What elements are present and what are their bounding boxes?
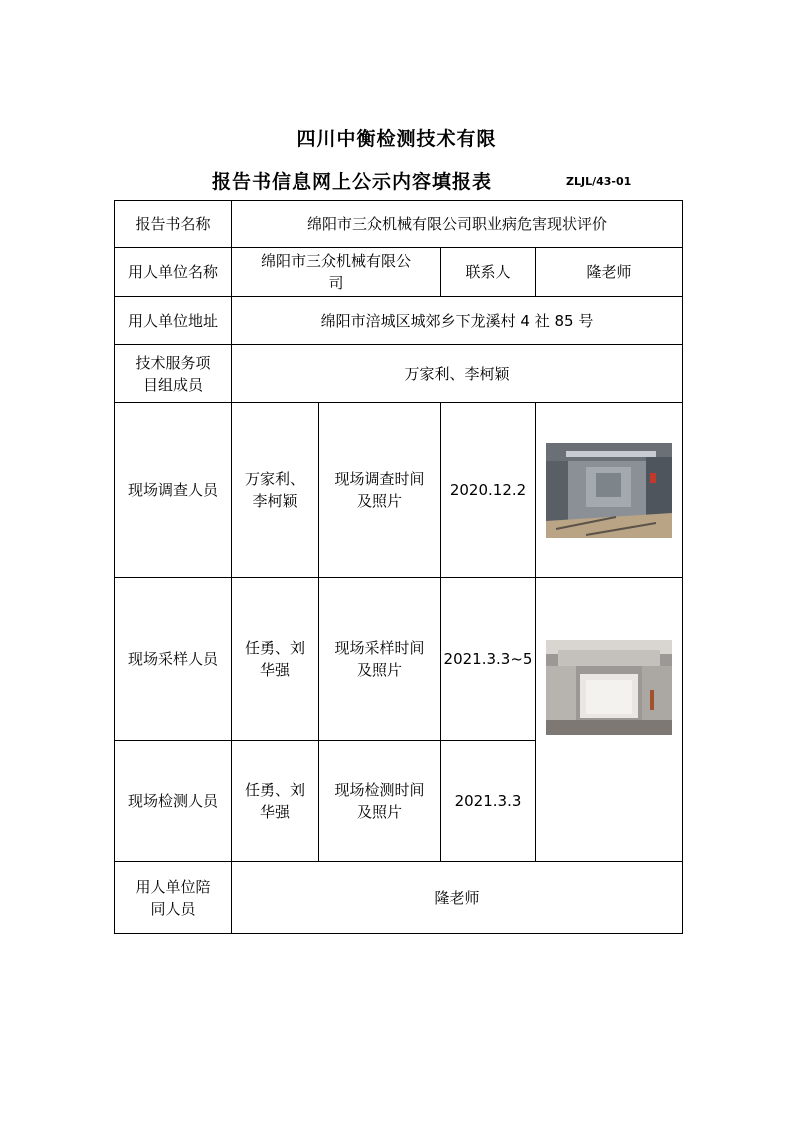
escort-value: 隆老师 (232, 862, 683, 934)
row-report-name (115, 201, 683, 248)
employer-label: 用人单位名称 (115, 248, 232, 297)
sampling-label: 现场采样人员 (115, 578, 232, 741)
testing-people: 任勇、刘华强 (232, 741, 319, 862)
info-form-table (114, 200, 683, 934)
survey-time-label: 现场调查时间及照片 (319, 403, 441, 578)
team-value: 万家利、李柯颖 (232, 345, 683, 403)
testing-date: 2021.3.3 (441, 741, 536, 862)
report-name-value: 绵阳市三众机械有限公司职业病危害现状评价 (232, 201, 683, 248)
employer-value: 绵阳市三众机械有限公司 (232, 248, 441, 297)
address-label: 用人单位地址 (115, 297, 232, 345)
report-name-label: 报告书名称 (115, 201, 232, 248)
form-title: 报告书信息网上公示内容填报表 (212, 171, 493, 193)
company-title: 四川中衡检测技术有限 (296, 128, 497, 150)
row-team (115, 345, 683, 403)
survey-photo-cell (536, 403, 683, 578)
sampling-time-label: 现场采样时间及照片 (319, 578, 441, 741)
contact-label: 联系人 (441, 248, 536, 297)
survey-date: 2020.12.2 (441, 403, 536, 578)
contact-value: 隆老师 (536, 248, 683, 297)
testing-time-label: 现场检测时间及照片 (319, 741, 441, 862)
form-code: ZLJL/43-01 (566, 175, 632, 188)
factory-workshop-photo (546, 443, 672, 538)
row-employer (115, 248, 683, 297)
team-label: 技术服务项目组成员 (115, 345, 232, 403)
address-value: 绵阳市涪城区城郊乡下龙溪村 4 社 85 号 (232, 297, 683, 345)
row-sampling (115, 578, 683, 741)
sampling-photo-cell (536, 578, 683, 862)
sampling-people: 任勇、刘华强 (232, 578, 319, 741)
escort-label: 用人单位陪同人员 (115, 862, 232, 934)
survey-label: 现场调查人员 (115, 403, 232, 578)
row-address (115, 297, 683, 345)
workshop-booth-photo (546, 640, 672, 735)
row-survey (115, 403, 683, 578)
testing-label: 现场检测人员 (115, 741, 232, 862)
survey-people: 万家利、李柯颖 (232, 403, 319, 578)
row-escort (115, 862, 683, 934)
sampling-date: 2021.3.3~5 (441, 578, 536, 741)
